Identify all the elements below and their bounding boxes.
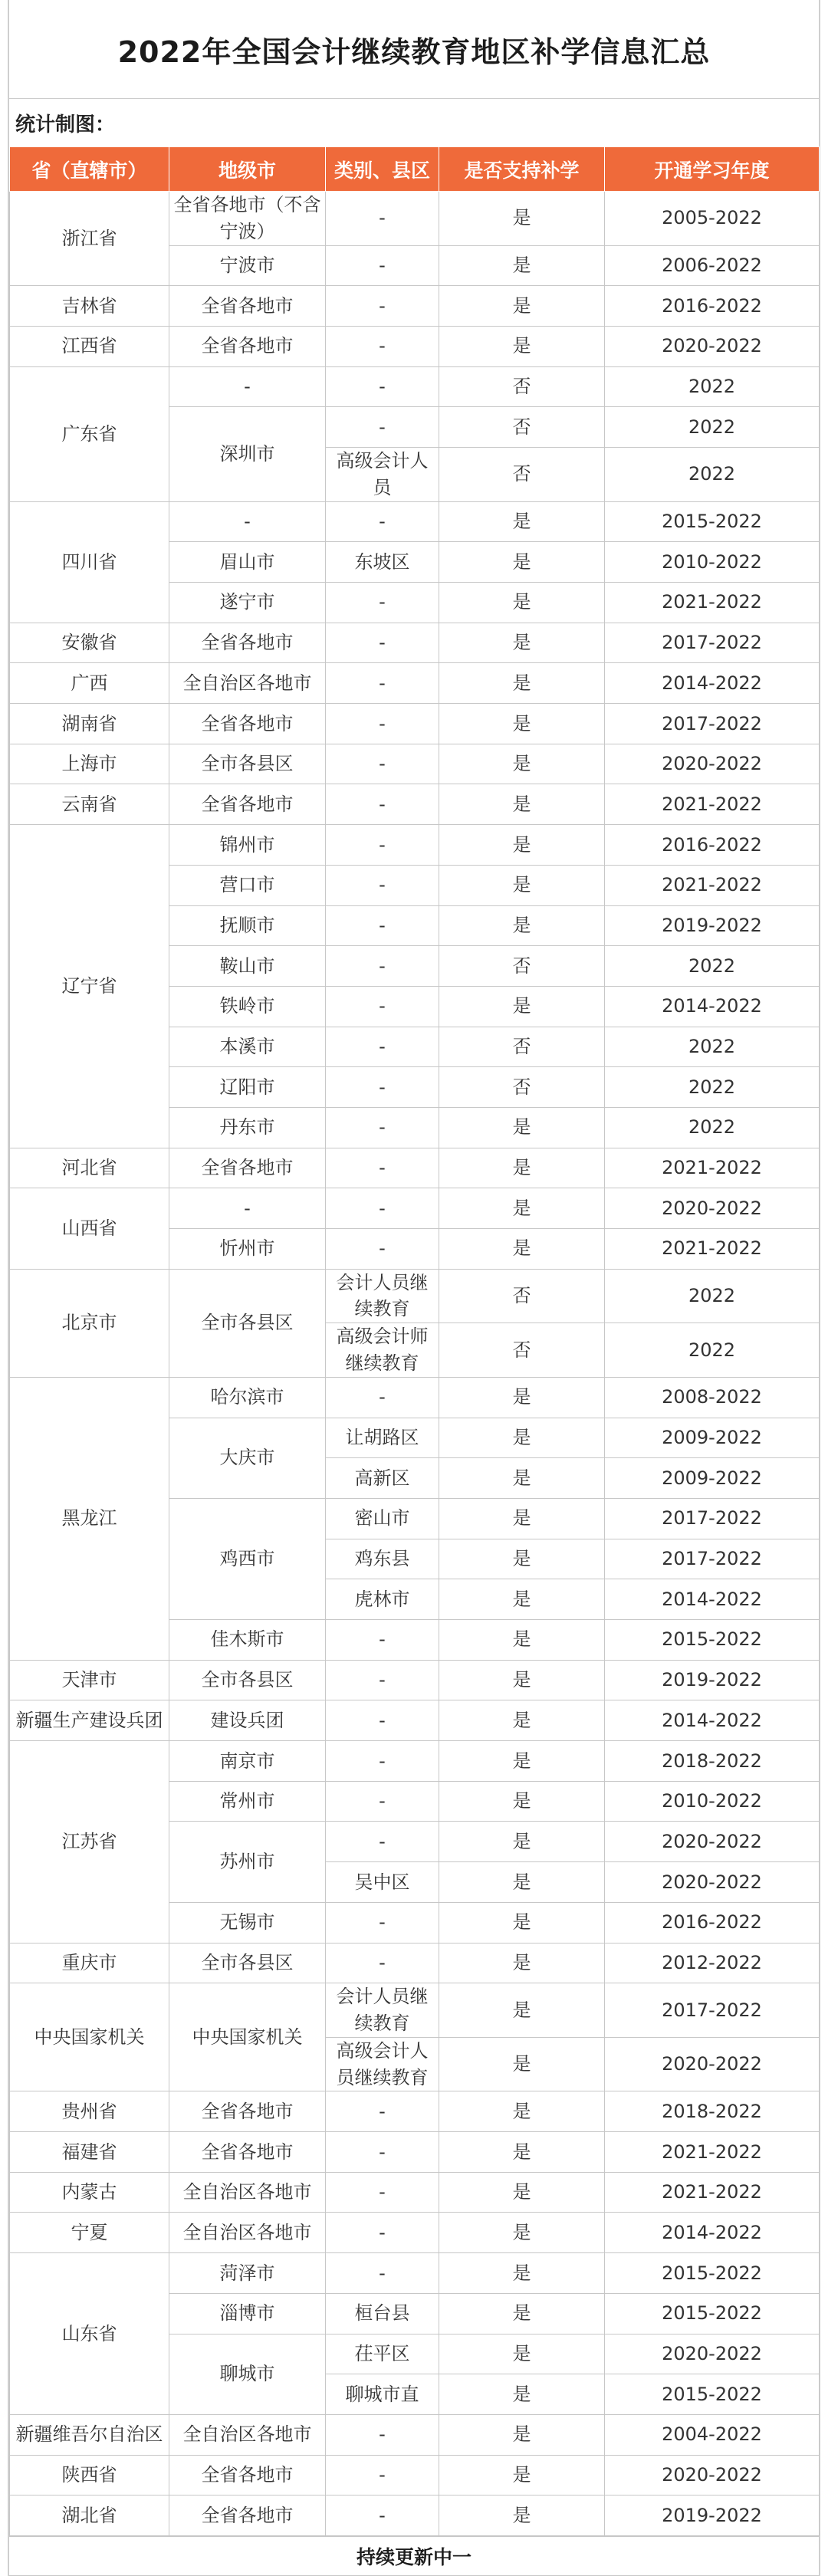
table-cell: 吴中区 — [326, 1862, 439, 1903]
table-cell: 广西 — [10, 663, 169, 704]
table-row — [10, 2455, 820, 2496]
table-row — [10, 744, 820, 784]
table-cell: 虎林市 — [326, 1579, 439, 1620]
table-cell: 2021-2022 — [605, 784, 820, 825]
table-cell: - — [326, 986, 439, 1027]
table-cell: 聊城市直 — [326, 2374, 439, 2415]
table-cell: 是 — [439, 1188, 605, 1229]
table-cell: 全自治区各地市 — [169, 663, 326, 704]
table-cell: 上海市 — [10, 744, 169, 784]
table-cell: 2019-2022 — [605, 1660, 820, 1700]
table-cell: 否 — [439, 448, 605, 502]
table-cell: 是 — [439, 2293, 605, 2334]
table-cell: - — [326, 865, 439, 905]
table-cell: 眉山市 — [169, 542, 326, 583]
table-cell: 是 — [439, 1781, 605, 1822]
table-cell: 全市各县区 — [169, 1660, 326, 1700]
table-cell: 辽阳市 — [169, 1067, 326, 1108]
table-cell: - — [326, 1943, 439, 1983]
table-cell: 桓台县 — [326, 2293, 439, 2334]
table-cell: 全自治区各地市 — [169, 2213, 326, 2253]
table-cell: 是 — [439, 2374, 605, 2415]
table-cell: 2017-2022 — [605, 1498, 820, 1539]
table-cell: 聊城市 — [169, 2334, 326, 2414]
table-cell: - — [326, 2213, 439, 2253]
table-cell: 本溪市 — [169, 1027, 326, 1067]
table-cell: 营口市 — [169, 865, 326, 905]
table-cell: 2005-2022 — [605, 192, 820, 246]
table-cell: 是 — [439, 1862, 605, 1903]
table-cell: 2020-2022 — [605, 1822, 820, 1862]
table-cell: 2015-2022 — [605, 2253, 820, 2294]
table-cell: - — [326, 2253, 439, 2294]
table-cell: - — [326, 1822, 439, 1862]
table-row — [10, 1377, 820, 1418]
table-cell: 2022 — [605, 1107, 820, 1148]
table-cell: - — [326, 663, 439, 704]
table-cell: 2021-2022 — [605, 1148, 820, 1188]
table-cell: 全市各县区 — [169, 1943, 326, 1983]
table-cell: 大庆市 — [169, 1418, 326, 1498]
table-cell: 淄博市 — [169, 2293, 326, 2334]
table-cell: 是 — [439, 286, 605, 327]
table-cell: 常州市 — [169, 1781, 326, 1822]
table-cell: 山东省 — [10, 2253, 169, 2415]
table-row — [10, 2253, 820, 2294]
table-cell: 全省各地市 — [169, 623, 326, 663]
table-cell: 2010-2022 — [605, 1781, 820, 1822]
table-cell: 是 — [439, 784, 605, 825]
table-cell: 全市各县区 — [169, 1269, 326, 1377]
table-cell: 2020-2022 — [605, 2455, 820, 2496]
table-cell: 山西省 — [10, 1188, 169, 1269]
table-row — [10, 501, 820, 542]
table-cell: 高新区 — [326, 1458, 439, 1499]
table-cell: 2016-2022 — [605, 1902, 820, 1943]
table-row — [10, 2496, 820, 2536]
table-cell: 江苏省 — [10, 1741, 169, 1943]
table-header-row — [10, 147, 820, 192]
table-cell: 全省各地市 — [169, 2132, 326, 2173]
summary-sheet — [8, 0, 820, 2576]
table-cell: 云南省 — [10, 784, 169, 825]
table-cell: 是 — [439, 1458, 605, 1499]
table-cell: 全自治区各地市 — [169, 2172, 326, 2213]
table-cell: 否 — [439, 1027, 605, 1067]
table-cell: 新疆生产建设兵团 — [10, 1700, 169, 1741]
table-cell: 2014-2022 — [605, 986, 820, 1027]
table-cell: 四川省 — [10, 501, 169, 623]
table-cell: 抚顺市 — [169, 905, 326, 946]
table-cell: 2019-2022 — [605, 2496, 820, 2536]
table-cell: 2022 — [605, 1323, 820, 1378]
table-cell: 无锡市 — [169, 1902, 326, 1943]
table-cell: 安徽省 — [10, 623, 169, 663]
table-cell: 全省各地市 — [169, 326, 326, 366]
table-cell: - — [326, 1229, 439, 1270]
table-cell: 否 — [439, 1323, 605, 1378]
table-row — [10, 326, 820, 366]
table-cell: 2022 — [605, 366, 820, 407]
table-row — [10, 1943, 820, 1983]
table-cell: 2009-2022 — [605, 1458, 820, 1499]
table-cell: 湖南省 — [10, 704, 169, 744]
table-row — [10, 2132, 820, 2173]
table-cell: 福建省 — [10, 2132, 169, 2173]
table-cell: 南京市 — [169, 1741, 326, 1782]
table-cell: 是 — [439, 501, 605, 542]
table-cell: 2014-2022 — [605, 1579, 820, 1620]
table-cell: 湖北省 — [10, 2496, 169, 2536]
table-cell: 全市各县区 — [169, 744, 326, 784]
footer-note: 持续更新中一 — [9, 2536, 819, 2576]
table-cell: 2014-2022 — [605, 1700, 820, 1741]
table-cell: 全自治区各地市 — [169, 2414, 326, 2455]
table-cell: - — [326, 501, 439, 542]
table-cell: 全省各地市 — [169, 2091, 326, 2132]
table-cell: 是 — [439, 2455, 605, 2496]
table-row — [10, 2172, 820, 2213]
table-cell: 是 — [439, 1148, 605, 1188]
table-cell: - — [326, 1027, 439, 1067]
table-cell: 2014-2022 — [605, 663, 820, 704]
table-cell: 2020-2022 — [605, 744, 820, 784]
table-cell: 是 — [439, 2496, 605, 2536]
table-cell: 会计人员继续教育 — [326, 1983, 439, 2038]
table-cell: 是 — [439, 1579, 605, 1620]
table-body — [10, 192, 820, 2536]
header-category: 类别、县区 — [326, 147, 439, 192]
table-cell: 是 — [439, 825, 605, 866]
table-cell: - — [326, 1067, 439, 1108]
table-cell: - — [326, 1902, 439, 1943]
header-open-years: 开通学习年度 — [605, 147, 820, 192]
table-cell: 2010-2022 — [605, 542, 820, 583]
table-cell: 2014-2022 — [605, 2213, 820, 2253]
table-cell: 2021-2022 — [605, 2132, 820, 2173]
table-cell: 是 — [439, 1902, 605, 1943]
table-row — [10, 704, 820, 744]
table-cell: 全省各地市 — [169, 1148, 326, 1188]
table-cell: 2018-2022 — [605, 1741, 820, 1782]
table-cell: 新疆维吾尔自治区 — [10, 2414, 169, 2455]
table-cell: 是 — [439, 1822, 605, 1862]
table-cell: 是 — [439, 1700, 605, 1741]
table-cell: - — [326, 2172, 439, 2213]
table-cell: 鞍山市 — [169, 946, 326, 987]
table-cell: 2006-2022 — [605, 245, 820, 286]
table-cell: 2012-2022 — [605, 1943, 820, 1983]
maker-label: 统计制图： — [9, 98, 819, 146]
table-cell: 锦州市 — [169, 825, 326, 866]
table-cell: 鸡西市 — [169, 1498, 326, 1619]
table-cell: 是 — [439, 542, 605, 583]
table-cell: - — [326, 366, 439, 407]
table-cell: 2016-2022 — [605, 825, 820, 866]
table-cell: 全省各地市 — [169, 2496, 326, 2536]
table-cell: - — [326, 623, 439, 663]
table-cell: 全省各地市 — [169, 2455, 326, 2496]
table-cell: 2004-2022 — [605, 2414, 820, 2455]
table-cell: 哈尔滨市 — [169, 1377, 326, 1418]
table-cell: - — [326, 1188, 439, 1229]
table-cell: 否 — [439, 946, 605, 987]
table-cell: 2021-2022 — [605, 1229, 820, 1270]
table-cell: 是 — [439, 1418, 605, 1458]
header-supports-makeup: 是否支持补学 — [439, 147, 605, 192]
table-cell: 宁波市 — [169, 245, 326, 286]
table-cell: - — [326, 583, 439, 623]
table-cell: 是 — [439, 905, 605, 946]
table-cell: 全省各地市（不含宁波） — [169, 192, 326, 246]
table-cell: 是 — [439, 1983, 605, 2038]
header-city: 地级市 — [169, 147, 326, 192]
table-cell: 2020-2022 — [605, 2037, 820, 2091]
table-row — [10, 825, 820, 866]
table-row — [10, 1700, 820, 1741]
table-cell: - — [326, 326, 439, 366]
table-cell: 2015-2022 — [605, 501, 820, 542]
table-cell: 是 — [439, 623, 605, 663]
table-cell: 深圳市 — [169, 407, 326, 501]
table-cell: 是 — [439, 583, 605, 623]
table-cell: 东坡区 — [326, 542, 439, 583]
table-cell: - — [326, 407, 439, 448]
table-cell: 是 — [439, 2091, 605, 2132]
table-cell: - — [326, 744, 439, 784]
table-cell: 是 — [439, 986, 605, 1027]
table-cell: 全省各地市 — [169, 784, 326, 825]
table-cell: 是 — [439, 1660, 605, 1700]
table-row — [10, 1269, 820, 1323]
table-cell: 是 — [439, 2037, 605, 2091]
table-cell: 2015-2022 — [605, 2293, 820, 2334]
table-cell: - — [326, 825, 439, 866]
table-cell: 2021-2022 — [605, 865, 820, 905]
info-table — [9, 146, 820, 2536]
table-row — [10, 784, 820, 825]
table-cell: 是 — [439, 2172, 605, 2213]
table-cell: 会计人员继续教育 — [326, 1269, 439, 1323]
table-cell: 2020-2022 — [605, 2334, 820, 2374]
table-cell: 是 — [439, 1498, 605, 1539]
table-cell: 忻州市 — [169, 1229, 326, 1270]
table-cell: 高级会计人员 — [326, 448, 439, 502]
table-cell: - — [326, 2091, 439, 2132]
table-cell: - — [169, 1188, 326, 1229]
table-cell: 佳木斯市 — [169, 1620, 326, 1661]
table-cell: 2022 — [605, 448, 820, 502]
table-cell: 黑龙江 — [10, 1377, 169, 1660]
table-row — [10, 1188, 820, 1229]
table-cell: - — [326, 1148, 439, 1188]
table-cell: 是 — [439, 744, 605, 784]
table-cell: - — [169, 366, 326, 407]
table-cell: 遂宁市 — [169, 583, 326, 623]
table-cell: 茌平区 — [326, 2334, 439, 2374]
table-cell: - — [326, 905, 439, 946]
table-cell: 2017-2022 — [605, 704, 820, 744]
table-cell: 是 — [439, 1741, 605, 1782]
table-row — [10, 1660, 820, 1700]
table-row — [10, 663, 820, 704]
table-cell: 是 — [439, 2253, 605, 2294]
table-cell: 2021-2022 — [605, 2172, 820, 2213]
table-row — [10, 1983, 820, 2038]
table-cell: 2020-2022 — [605, 1188, 820, 1229]
table-cell: 苏州市 — [169, 1822, 326, 1902]
table-cell: 是 — [439, 1620, 605, 1661]
table-cell: 内蒙古 — [10, 2172, 169, 2213]
table-cell: - — [326, 1741, 439, 1782]
table-cell: 是 — [439, 2213, 605, 2253]
table-cell: 建设兵团 — [169, 1700, 326, 1741]
table-cell: 是 — [439, 2132, 605, 2173]
table-cell: 是 — [439, 245, 605, 286]
table-cell: 吉林省 — [10, 286, 169, 327]
table-cell: 密山市 — [326, 1498, 439, 1539]
table-cell: 铁岭市 — [169, 986, 326, 1027]
table-cell: 2008-2022 — [605, 1377, 820, 1418]
table-row — [10, 1741, 820, 1782]
table-cell: - — [326, 2496, 439, 2536]
table-row — [10, 1148, 820, 1188]
table-cell: 全省各地市 — [169, 286, 326, 327]
table-cell: 宁夏 — [10, 2213, 169, 2253]
table-cell: - — [326, 784, 439, 825]
table-cell: 2019-2022 — [605, 905, 820, 946]
table-cell: 2018-2022 — [605, 2091, 820, 2132]
table-cell: 2022 — [605, 407, 820, 448]
table-cell: 2020-2022 — [605, 1862, 820, 1903]
table-cell: 江西省 — [10, 326, 169, 366]
table-cell: 天津市 — [10, 1660, 169, 1700]
table-cell: 是 — [439, 2414, 605, 2455]
table-cell: - — [326, 286, 439, 327]
table-cell: - — [326, 245, 439, 286]
table-cell: 是 — [439, 1539, 605, 1579]
table-cell: 2022 — [605, 1067, 820, 1108]
table-cell: - — [326, 946, 439, 987]
table-row — [10, 2091, 820, 2132]
table-row — [10, 192, 820, 246]
table-cell: - — [326, 704, 439, 744]
table-cell: 菏泽市 — [169, 2253, 326, 2294]
table-cell: - — [326, 192, 439, 246]
table-cell: 是 — [439, 663, 605, 704]
table-cell: 鸡东县 — [326, 1539, 439, 1579]
page-title: 2022年全国会计继续教育地区补学信息汇总 — [117, 34, 711, 69]
table-cell: 是 — [439, 326, 605, 366]
table-cell: 2022 — [605, 1269, 820, 1323]
table-cell: 北京市 — [10, 1269, 169, 1377]
table-cell: - — [326, 2132, 439, 2173]
table-cell: 高级会计师继续教育 — [326, 1323, 439, 1378]
table-cell: 2009-2022 — [605, 1418, 820, 1458]
table-cell: 2017-2022 — [605, 1983, 820, 2038]
table-cell: 是 — [439, 192, 605, 246]
table-cell: - — [326, 1700, 439, 1741]
table-cell: - — [326, 1377, 439, 1418]
table-cell: 是 — [439, 1229, 605, 1270]
table-cell: 2020-2022 — [605, 326, 820, 366]
table-cell: 否 — [439, 1269, 605, 1323]
table-row — [10, 2414, 820, 2455]
table-cell: - — [169, 501, 326, 542]
table-cell: 2015-2022 — [605, 2374, 820, 2415]
table-cell: 是 — [439, 1107, 605, 1148]
table-row — [10, 2213, 820, 2253]
table-cell: - — [326, 1620, 439, 1661]
table-cell: - — [326, 2455, 439, 2496]
table-cell: 是 — [439, 2334, 605, 2374]
table-cell: 高级会计人员继续教育 — [326, 2037, 439, 2091]
table-row — [10, 623, 820, 663]
table-cell: 是 — [439, 865, 605, 905]
table-cell: 是 — [439, 704, 605, 744]
table-cell: - — [326, 1660, 439, 1700]
table-cell: 2022 — [605, 946, 820, 987]
table-cell: 重庆市 — [10, 1943, 169, 1983]
table-cell: 2017-2022 — [605, 623, 820, 663]
table-cell: 广东省 — [10, 366, 169, 501]
table-cell: 是 — [439, 1377, 605, 1418]
table-cell: 中央国家机关 — [169, 1983, 326, 2091]
table-cell: 否 — [439, 1067, 605, 1108]
table-cell: 辽宁省 — [10, 825, 169, 1148]
table-cell: 浙江省 — [10, 192, 169, 286]
table-cell: - — [326, 1107, 439, 1148]
table-cell: 2021-2022 — [605, 583, 820, 623]
table-cell: 是 — [439, 1943, 605, 1983]
table-cell: 2022 — [605, 1027, 820, 1067]
table-cell: - — [326, 1781, 439, 1822]
table-cell: 否 — [439, 407, 605, 448]
table-cell: - — [326, 2414, 439, 2455]
table-row — [10, 286, 820, 327]
table-cell: 中央国家机关 — [10, 1983, 169, 2091]
table-cell: 2016-2022 — [605, 286, 820, 327]
table-row — [10, 366, 820, 407]
header-province: 省（直辖市） — [10, 147, 169, 192]
table-cell: 让胡路区 — [326, 1418, 439, 1458]
table-cell: 2017-2022 — [605, 1539, 820, 1579]
table-cell: 2015-2022 — [605, 1620, 820, 1661]
table-cell: 贵州省 — [10, 2091, 169, 2132]
table-cell: 全省各地市 — [169, 704, 326, 744]
table-cell: 河北省 — [10, 1148, 169, 1188]
table-cell: 丹东市 — [169, 1107, 326, 1148]
table-cell: 否 — [439, 366, 605, 407]
table-cell: 陕西省 — [10, 2455, 169, 2496]
